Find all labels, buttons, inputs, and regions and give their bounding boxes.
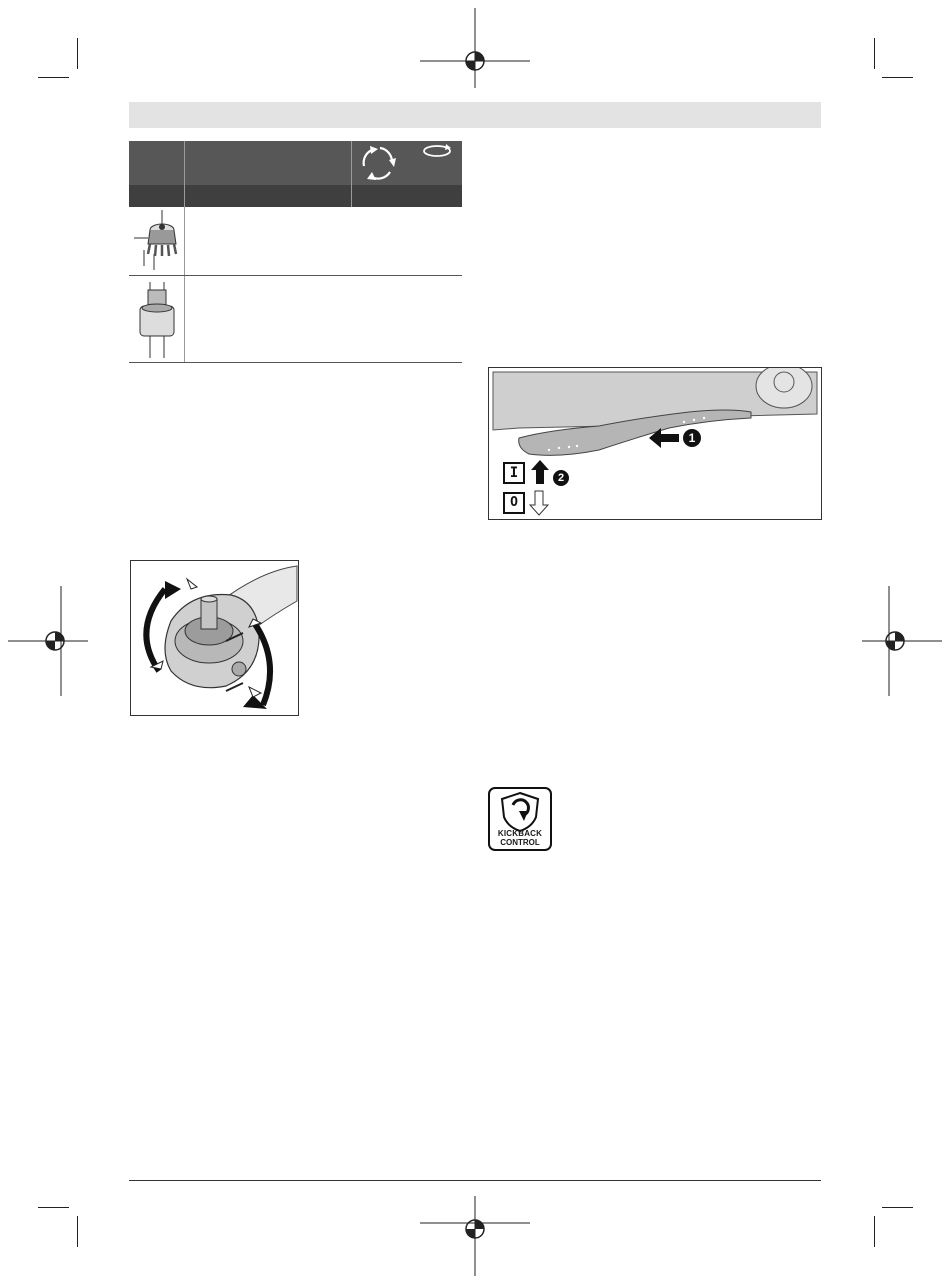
table-header-row	[129, 141, 462, 185]
registration-mark-right	[862, 586, 942, 696]
core-drill-bit-icon	[136, 282, 176, 358]
registration-mark-top	[420, 8, 530, 88]
registration-mark-left	[8, 586, 88, 696]
footer-rule	[129, 1180, 821, 1181]
rotation-direction-icon	[420, 142, 454, 160]
kickback-label-line2: CONTROL	[500, 838, 540, 847]
page-header-bar	[129, 102, 821, 128]
push-arrow-icon	[649, 428, 679, 448]
registration-mark-bottom	[420, 1196, 530, 1276]
gear-head-figure-frame	[130, 560, 299, 716]
callout-1: 1	[683, 429, 701, 447]
off-symbol-box: O	[503, 492, 525, 514]
on-symbol-box: I	[503, 462, 525, 484]
arrow-down-icon	[529, 490, 549, 516]
callout-2: 2	[553, 470, 569, 486]
table-subheader-row	[129, 185, 462, 207]
kickback-label-line1: KICKBACK	[497, 829, 543, 838]
recycle-arrows-icon	[356, 142, 400, 184]
switch-figure-frame	[488, 367, 822, 520]
kickback-control-logo	[488, 787, 552, 851]
gear-head-rotation-figure	[131, 561, 298, 715]
arrow-up-icon	[531, 460, 549, 484]
cup-brush-icon	[134, 210, 182, 270]
